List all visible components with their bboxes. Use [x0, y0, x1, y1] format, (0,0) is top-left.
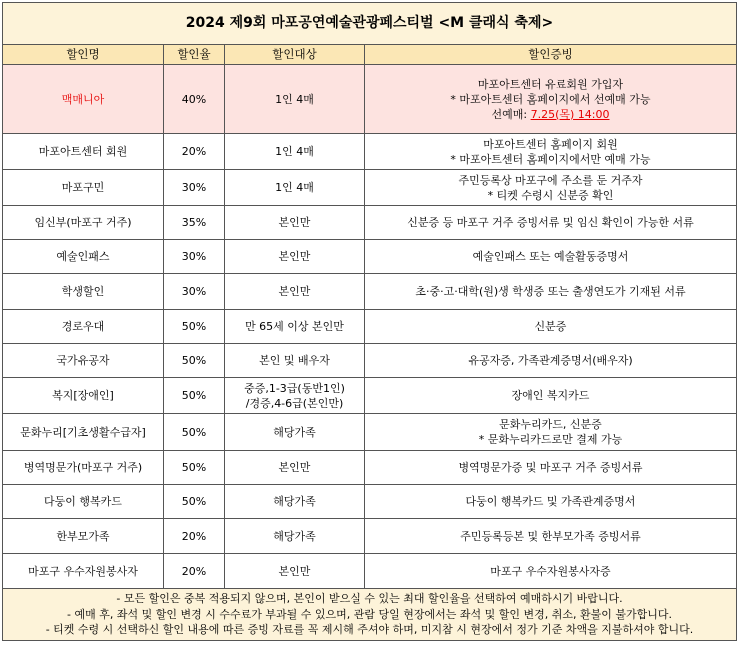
- table-row: [3, 485, 737, 519]
- discount-rate: 30%: [164, 170, 225, 206]
- discount-proof: 주민등록상 마포구에 주소를 둔 거주자 * 티켓 수령시 신분증 확인: [365, 170, 737, 206]
- discount-proof: 마포구 우수자원봉사자증: [365, 554, 737, 589]
- discount-rate: 50%: [164, 414, 225, 451]
- discount-rate: 50%: [164, 344, 225, 378]
- discount-name: 맥매니아: [3, 65, 164, 134]
- discount-target: 본인만: [225, 451, 365, 485]
- discount-target: 1인 4매: [225, 134, 365, 170]
- table-row: [3, 451, 737, 485]
- note-line: - 티켓 수령 시 선택하신 할인 내용에 따른 증빙 자료를 꼭 제시해 주셔야 하며, 미지참 시 현장에서 정가 기준 차액을 지불하셔야 합니다.: [45, 623, 694, 636]
- discount-proof: 신분증 등 마포구 거주 증빙서류 및 임신 확인이 가능한 서류: [365, 206, 737, 240]
- table-row: [3, 310, 737, 344]
- discount-rate: 50%: [164, 310, 225, 344]
- note-line: - 예매 후, 좌석 및 할인 변경 시 수수료가 부과될 수 있으며, 관람 당일 현장에서는 좌석 및 할인 변경, 취소, 환불이 불가합니다.: [67, 607, 672, 621]
- table-row: [3, 554, 737, 589]
- discount-name: 마포구민: [3, 170, 164, 206]
- page-title: 2024 제9회 마포공연예술관광페스티벌 <M 클래식 축제>: [3, 3, 737, 45]
- discount-target: 만 65세 이상 본인만: [225, 310, 365, 344]
- discount-target: 해당가족: [225, 485, 365, 519]
- discount-proof: 신분증: [365, 310, 737, 344]
- discount-proof: 병역명문가증 및 마포구 거주 증빙서류: [365, 451, 737, 485]
- discount-target: 중증,1-3급(동반1인) /경증,4-6급(본인만): [225, 378, 365, 414]
- discount-proof: 주민등록등본 및 한부모가족 증빙서류: [365, 519, 737, 554]
- table-row: [3, 344, 737, 378]
- discount-rate: 30%: [164, 240, 225, 274]
- discount-rate: 50%: [164, 451, 225, 485]
- table-row: [3, 134, 737, 170]
- discount-target: 본인만: [225, 240, 365, 274]
- discount-proof: 초·중·고·대학(원)생 학생증 또는 출생연도가 기재된 서류: [365, 274, 737, 310]
- table-row: [3, 519, 737, 554]
- table-row: [3, 378, 737, 414]
- discount-name: 예술인패스: [3, 240, 164, 274]
- discount-proof: 예술인패스 또는 예술활동증명서: [365, 240, 737, 274]
- table-row: [3, 206, 737, 240]
- table-row: [3, 274, 737, 310]
- discount-rate: 50%: [164, 378, 225, 414]
- discount-proof: 장애인 복지카드: [365, 378, 737, 414]
- discount-proof: 다둥이 행복카드 및 가족관계증명서: [365, 485, 737, 519]
- discount-proof: 마포아트센터 유료회원 가입자 * 마포아트센터 홈페이지에서 선예매 가능 선예매: 7.25(목) 14:00: [365, 65, 737, 134]
- discount-target: 해당가족: [225, 519, 365, 554]
- header-name: 할인명: [3, 45, 164, 65]
- discount-target: 본인만: [225, 206, 365, 240]
- discount-name: 다둥이 행복카드: [3, 485, 164, 519]
- discount-target: 본인만: [225, 274, 365, 310]
- discount-name: 경로우대: [3, 310, 164, 344]
- discount-target: 본인만: [225, 554, 365, 589]
- discount-rate: 40%: [164, 65, 225, 134]
- header-rate: 할인율: [164, 45, 225, 65]
- table-row: [3, 240, 737, 274]
- header-target: 할인대상: [225, 45, 365, 65]
- discount-rate: 35%: [164, 206, 225, 240]
- table-row: [3, 414, 737, 451]
- discount-name: 문화누리[기초생활수급자]: [3, 414, 164, 451]
- discount-target: 1인 4매: [225, 170, 365, 206]
- table-row: [3, 170, 737, 206]
- discount-target: 1인 4매: [225, 65, 365, 134]
- discount-name: 복지[장애인]: [3, 378, 164, 414]
- discount-rate: 20%: [164, 134, 225, 170]
- discount-proof: 유공자증, 가족관계증명서(배우자): [365, 344, 737, 378]
- discount-rate: 30%: [164, 274, 225, 310]
- presale-date: 7.25(목) 14:00: [530, 107, 610, 121]
- discount-rate: 20%: [164, 519, 225, 554]
- discount-rate: 20%: [164, 554, 225, 589]
- discount-target: 해당가족: [225, 414, 365, 451]
- discount-proof: 마포아트센터 홈페이지 회원 * 마포아트센터 홈페이지에서만 예매 가능: [365, 134, 737, 170]
- discount-name: 병역명문가(마포구 거주): [3, 451, 164, 485]
- notes: [3, 589, 737, 641]
- discount-proof: 문화누리카드, 신분증 * 문화누리카드로만 결제 가능: [365, 414, 737, 451]
- table-row: [3, 65, 737, 134]
- discount-name: 국가유공자: [3, 344, 164, 378]
- header-proof: 할인증빙: [365, 45, 737, 65]
- discount-target: 본인 및 배우자: [225, 344, 365, 378]
- discount-rate: 50%: [164, 485, 225, 519]
- discount-name: 한부모가족: [3, 519, 164, 554]
- discount-name: 학생할인: [3, 274, 164, 310]
- discount-table: [2, 2, 737, 641]
- note-line: - 모든 할인은 중복 적용되지 않으며, 본인이 받으실 수 있는 최대 할인율을 선택하여 예매하시기 바랍니다.: [116, 592, 623, 605]
- discount-name: 마포아트센터 회원: [3, 134, 164, 170]
- discount-name: 임신부(마포구 거주): [3, 206, 164, 240]
- discount-name: 마포구 우수자원봉사자: [3, 554, 164, 589]
